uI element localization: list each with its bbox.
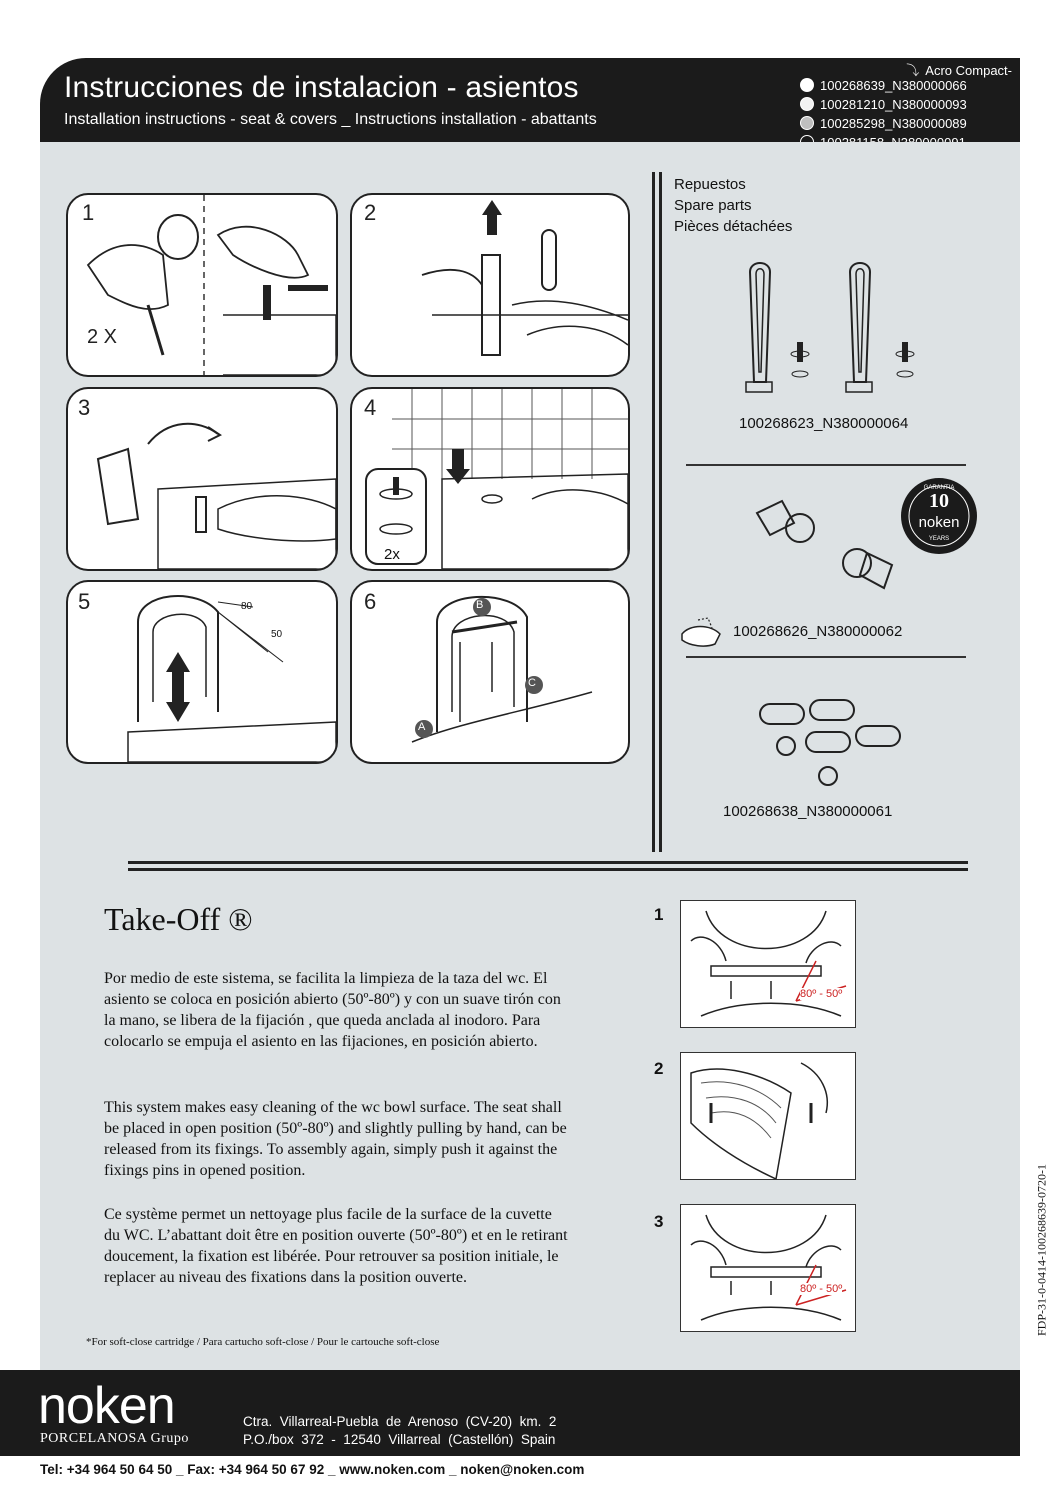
step-5-illustration [68,582,336,762]
takeoff-text-en: This system makes easy cleaning of the wc bowl surface. The seat shall be placed in open position (50º-80º) and slightly pulling by hand, can be released from its fixings. To assembly again, simply push it against the fixings pins in opened position. [104,1099,567,1179]
swatch-icon [800,78,814,92]
step-6-box [350,580,630,764]
takeoff-step-2-image [680,1052,856,1180]
step-6-illustration [352,582,628,762]
spare-parts-title-es: Repuestos [674,176,746,193]
takeoff-text-es: Por medio de este sistema, se facilita la limpieza de la taza del wc. El asiento se coloca en posición abierto (50º-80º) y con un suave tirón con la mano, se libera de la fijación , que queda anclada al inodoro. Para colocarlo se empuja el asiento en las fijaciones, en posición abierto. [104,970,561,1050]
svg-text:noken: noken [918,514,960,531]
step-3-illustration [68,389,336,569]
step-1-note: 2 X [87,326,118,348]
step-3-box [66,387,338,571]
page-title: Instrucciones de instalacion - asientos [64,71,579,104]
takeoff-step-3-illustration [681,1205,855,1331]
page-subtitle: Installation instructions - seat & covers _ Instructions installation - abattants [64,111,597,128]
step-4-number: 4 [364,395,377,420]
spare-part-code-2: 100268626_N380000062 [733,623,903,640]
step-4-note: 2x [384,546,400,563]
step-5-angle-a: 80 [241,601,253,612]
step-5-number: 5 [78,589,91,614]
step-6-mark-c: C [528,677,536,689]
fixing-pins-image [730,262,930,397]
step-6-mark-b: B [476,599,484,611]
takeoff-footnote: *For soft-close cartridge / Para cartucho soft-close / Pour le cartouche soft-close [86,1336,440,1348]
step-1-box [66,193,338,377]
variant-code: 100268639_N380000066 [820,78,967,93]
takeoff-step-1-illustration [681,901,855,1027]
step-6-mark-a: A [418,721,426,733]
bumper-pads-image [756,696,906,786]
variant-code: 100281210_N380000093 [820,97,967,112]
document-code: FDP-31-0-0414-100268639-0720-1 [1034,1164,1049,1336]
spare-part-code-1: 100268623_N380000064 [739,415,909,432]
brand-logo: noken [38,1377,175,1435]
step-5-box [66,580,338,764]
takeoff-step-3-number: 3 [654,1212,664,1231]
model-label: Acro Compact- [925,63,1012,78]
spare-parts-title-fr: Pièces détachées [674,218,793,235]
spare-parts-separator [686,656,966,658]
step-6-number: 6 [364,589,377,614]
variant-row [800,78,967,93]
svg-text:10: 10 [929,490,949,512]
vertical-divider [652,172,655,852]
takeoff-angle-label-1: 80º - 50º [800,988,843,1000]
step-5-angle-b: 50 [271,629,283,640]
variant-row [800,116,967,131]
swatch-icon [800,97,814,111]
step-2-illustration [352,195,628,375]
takeoff-step-1-number: 1 [654,905,664,924]
variant-row [800,97,967,112]
takeoff-step-1-image [680,900,856,1028]
takeoff-title: Take-Off ® [104,901,253,937]
horizontal-divider [128,861,968,864]
step-2-box [350,193,630,377]
brand-group: PORCELANOSA Grupo [40,1431,189,1446]
step-3-number: 3 [78,395,91,420]
horizontal-divider [128,868,968,871]
step-2-number: 2 [364,200,377,225]
address-line-1: Ctra. Villarreal-Puebla de Arenoso (CV-20) km. 2 [243,1414,557,1429]
grease-tube-icon [680,614,725,648]
step-4-box [350,387,630,571]
takeoff-step-2-illustration [681,1053,855,1179]
spare-part-code-3: 100268638_N380000061 [723,803,893,820]
svg-text:GARANTIA: GARANTIA [923,485,955,491]
takeoff-step-2-number: 2 [654,1059,664,1078]
model-name [906,60,1012,79]
vertical-divider [659,172,662,852]
address-line-2: P.O./box 372 - 12540 Villarreal (Castellón) Spain [243,1432,556,1447]
spare-parts-separator [686,464,966,466]
soft-close-cartridges-image [752,493,912,593]
arrow-icon: ⤵ [906,63,920,78]
takeoff-text-fr: Ce système permet un nettoyage plus facile de la surface de la cuvette du WC. L’abattant doit être en position ouverte (50º-80º) et en le retirant doucement, la fixation est libérée. Pour retrouver sa position initiale, le replacer au niveau des fixations dans la position ouverte. [104,1206,568,1286]
svg-text:YEARS: YEARS [928,536,950,542]
guarantee-seal [894,476,984,556]
variant-code: 100285298_N380000089 [820,116,967,131]
takeoff-angle-label-3: 80º - 50º [800,1283,843,1295]
takeoff-step-3-image [680,1204,856,1332]
step-4-illustration [352,389,628,569]
contact-line[interactable]: Tel: +34 964 50 64 50 _ Fax: +34 964 50 67 92 _ www.noken.com _ noken@noken.com [40,1462,585,1477]
step-1-number: 1 [82,200,95,225]
spare-parts-title-en: Spare parts [674,197,752,214]
swatch-icon [800,116,814,130]
